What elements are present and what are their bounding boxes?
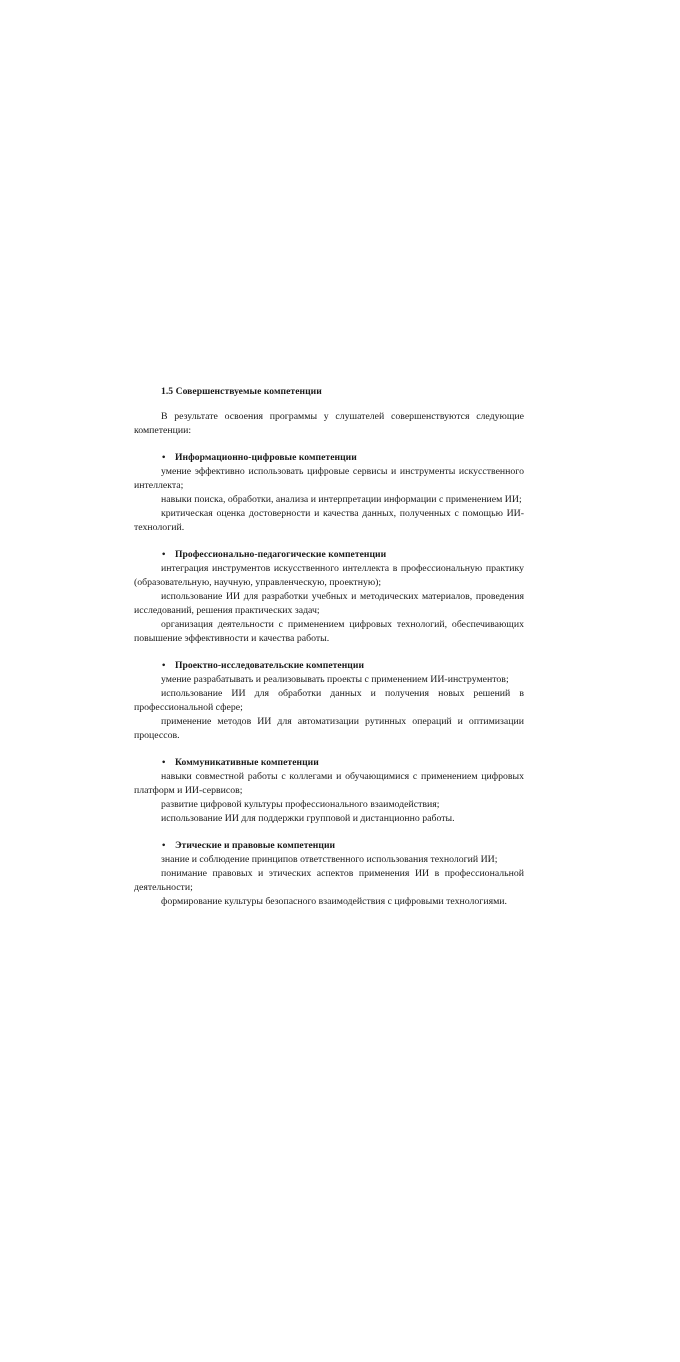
competency-item: навыки поиска, обработки, анализа и интерпретации информации с применением ИИ; [161, 494, 522, 505]
competency-title-row [134, 451, 524, 465]
competency-item: использование ИИ для поддержки групповой и дистанционно работы. [161, 813, 455, 824]
competency-item: организация деятельности с применением цифровых технологий, обеспечивающих повышение эффективности и качества работы. [134, 619, 524, 644]
competency-item: критическая оценка достоверности и качества данных, полученных с помощью ИИ-технологий. [134, 508, 524, 533]
competency-block [134, 756, 524, 826]
competency-title-row [134, 659, 524, 673]
competency-title: Этические и правовые компетенции [175, 840, 336, 851]
competency-block [134, 659, 524, 743]
competency-block [134, 548, 524, 646]
competency-title: Профессионально-педагогические компетенции [175, 549, 387, 560]
section-heading: 1.5 Совершенствуемые компетенции [161, 386, 322, 397]
competency-item: развитие цифровой культуры профессионального взаимодействия; [161, 799, 440, 810]
competency-title: Коммуникативные компетенции [175, 757, 319, 768]
competency-item: интеграция инструментов искусственного интеллекта в профессиональную практику (образовательную, научную, управленческую, проектную); [134, 563, 524, 588]
competency-item: использование ИИ для обработки данных и получения новых решений в профессиональной сфере; [134, 688, 524, 713]
competency-title-row [134, 839, 524, 853]
competency-item: умение эффективно использовать цифровые сервисы и инструменты искусственного интеллекта; [134, 466, 524, 491]
bullet-icon: • [162, 757, 166, 768]
competency-item: понимание правовых и этических аспектов применения ИИ в профессиональной деятельности; [134, 868, 524, 893]
competency-item: навыки совместной работы с коллегами и обучающимися с применением цифровых платформ и ИИ-сервисов; [134, 771, 524, 796]
bullet-icon: • [162, 840, 166, 851]
competency-title-row [134, 756, 524, 770]
competency-block [134, 451, 524, 535]
competency-item: формирование культуры безопасного взаимодействия с цифровыми технологиями. [161, 896, 507, 907]
competency-item: применение методов ИИ для автоматизации рутинных операций и оптимизации процессов. [134, 716, 524, 741]
intro-paragraph: В результате освоения программы у слушателей совершенствуются следующие компетенции: [134, 411, 524, 436]
bullet-icon: • [162, 660, 166, 671]
bullet-icon: • [162, 549, 166, 560]
competency-title: Информационно-цифровые компетенции [175, 452, 357, 463]
competency-block [134, 839, 524, 909]
competency-item: умение разрабатывать и реализовывать проекты с применением ИИ-инструментов; [161, 674, 509, 685]
document-text-column [134, 385, 524, 909]
competency-title: Проектно-исследовательские компетенции [175, 660, 365, 671]
bullet-icon: • [162, 452, 166, 463]
competency-item: использование ИИ для разработки учебных и методических материалов, проведения исследований, решения практических задач; [134, 591, 524, 616]
competency-title-row [134, 548, 524, 562]
competency-item: знание и соблюдение принципов ответственного использования технологий ИИ; [161, 854, 498, 865]
